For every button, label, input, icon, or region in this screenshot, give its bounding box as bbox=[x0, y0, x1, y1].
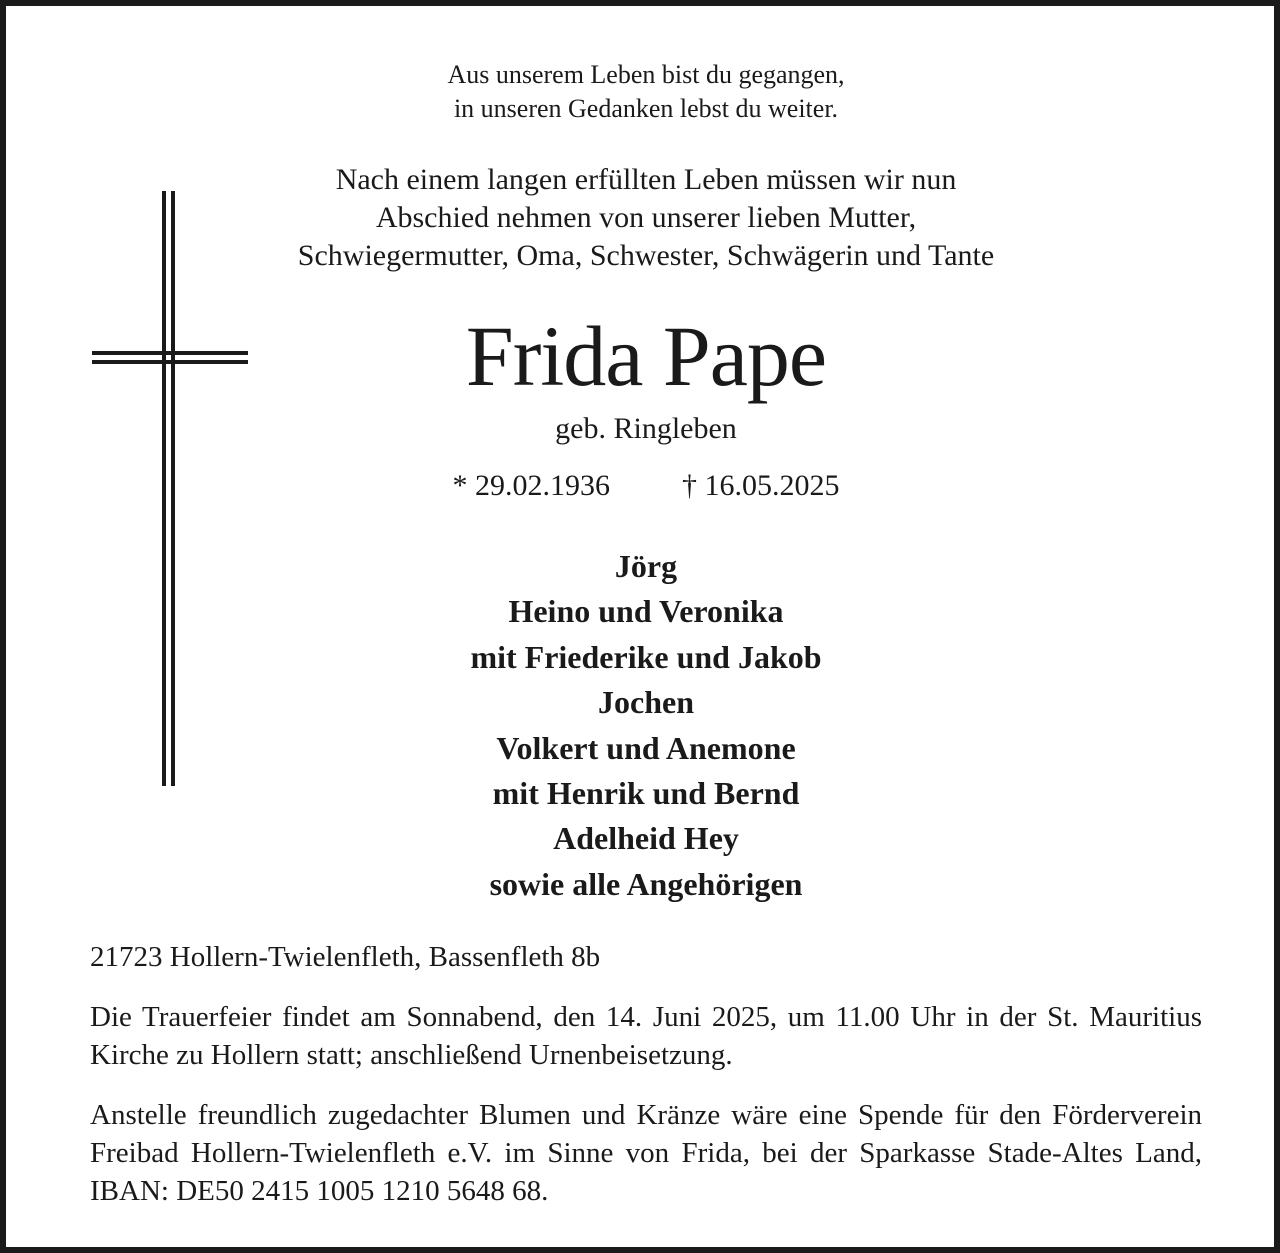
mourner-line: sowie alle Angehörigen bbox=[489, 865, 803, 902]
birth-date: * 29.02.1936 bbox=[452, 469, 610, 502]
mourner-line: Jochen bbox=[598, 684, 694, 721]
mourner-line: Jörg bbox=[614, 548, 678, 584]
intro-text bbox=[6, 161, 1280, 275]
life-dates bbox=[6, 467, 1280, 505]
address: 21723 Hollern-Twielenfleth, Bassenfleth 8b bbox=[90, 941, 601, 973]
ceremony-info: Die Trauerfeier findet am Sonnabend, den 14. Juni 2025, um 11.00 Uhr in der St. Mauritius Kirche zu Hollern statt; anschließend Urnenbeisetzung. bbox=[90, 1001, 1202, 1071]
deceased-name: Frida Pape bbox=[465, 308, 827, 404]
motto-line: in unseren Gedanken lebst du weiter. bbox=[453, 94, 839, 123]
intro-line: Schwiegermutter, Oma, Schwester, Schwägerin und Tante bbox=[297, 239, 995, 272]
maiden-name: geb. Ringleben bbox=[555, 412, 737, 445]
mourners-list bbox=[6, 544, 1280, 907]
mourner-line: Volkert und Anemone bbox=[496, 729, 796, 766]
intro-line: Abschied nehmen von unserer lieben Mutter, bbox=[375, 201, 917, 234]
death-date: † 16.05.2025 bbox=[682, 469, 840, 502]
donation-info: Anstelle freundlich zugedachter Blumen und Kränze wäre eine Spende für den Förderverein Freibad Hollern-Twielenfleth e.V. im Sinne von Frida, bei der Sparkasse Stade-Altes Land, IBAN: DE50 2415 1005 1210 5648 68. bbox=[90, 1099, 1202, 1207]
mourner-line: mit Henrik und Bernd bbox=[492, 775, 800, 812]
mourner-line: Heino und Veronika bbox=[508, 593, 784, 630]
motto-line: Aus unserem Leben bist du gegangen, bbox=[447, 60, 845, 89]
mourner-line: Adelheid Hey bbox=[553, 820, 739, 857]
mourner-line: mit Friederike und Jakob bbox=[470, 638, 822, 675]
motto bbox=[6, 58, 1280, 126]
intro-line: Nach einem langen erfüllten Leben müssen wir nun bbox=[335, 163, 957, 196]
